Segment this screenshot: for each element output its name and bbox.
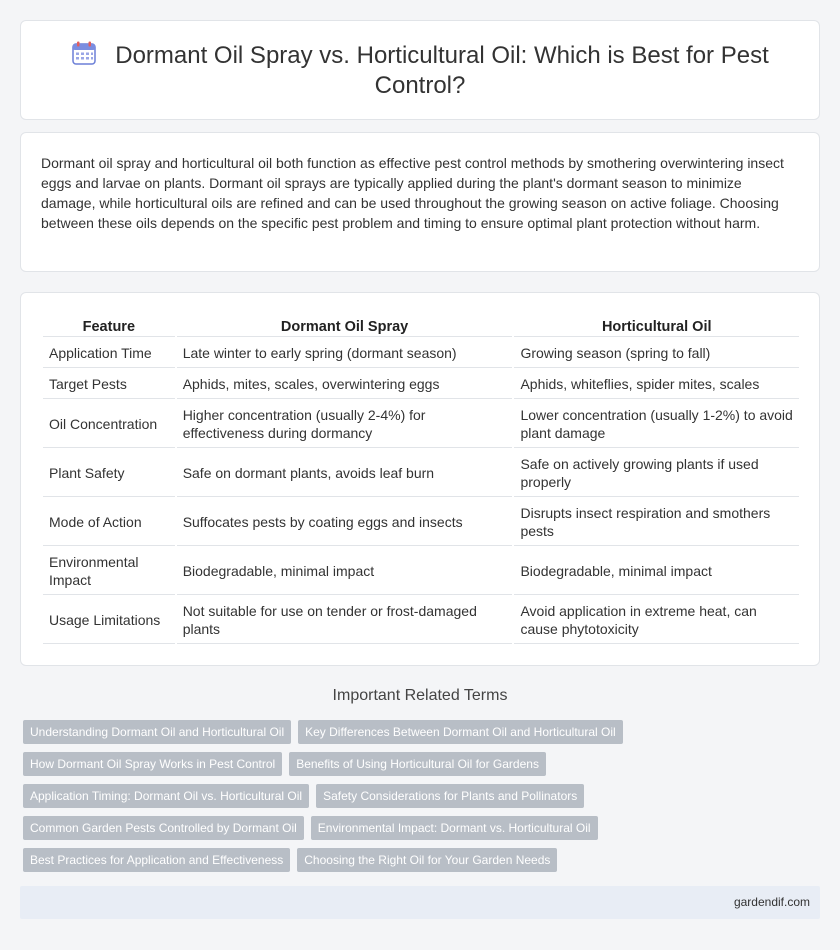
table-cell: Target Pests <box>43 370 175 399</box>
related-term-tag[interactable]: Understanding Dormant Oil and Horticultural Oil <box>23 720 291 744</box>
calendar-icon <box>71 40 97 66</box>
table-cell: Mode of Action <box>43 499 175 546</box>
table-cell: Application Time <box>43 339 175 368</box>
related-term-tag[interactable]: Environmental Impact: Dormant vs. Horticultural Oil <box>311 816 598 840</box>
header-feature: Feature <box>43 315 175 337</box>
tag-row <box>23 816 823 840</box>
related-term-tag[interactable]: Application Timing: Dormant Oil vs. Horticultural Oil <box>23 784 309 808</box>
header-dormant-oil: Dormant Oil Spray <box>177 315 513 337</box>
header-horticultural-oil: Horticultural Oil <box>514 315 799 337</box>
intro-card <box>20 132 820 272</box>
table-row <box>43 499 799 546</box>
related-term-tag[interactable]: Safety Considerations for Plants and Pollinators <box>316 784 584 808</box>
table-header-row <box>43 315 799 337</box>
table-cell: Environmental Impact <box>43 548 175 595</box>
table-cell: Biodegradable, minimal impact <box>514 548 799 595</box>
footer-site-link[interactable]: gardendif.com <box>733 895 810 909</box>
page-title-wrap <box>61 40 779 101</box>
tag-row <box>23 752 823 776</box>
related-term-tag[interactable]: Choosing the Right Oil for Your Garden Needs <box>297 848 557 872</box>
related-term-tag[interactable]: Benefits of Using Horticultural Oil for Gardens <box>289 752 546 776</box>
related-terms-list <box>23 720 823 880</box>
table-cell: Biodegradable, minimal impact <box>177 548 513 595</box>
table-row <box>43 401 799 448</box>
tag-row <box>23 848 823 872</box>
table-row <box>43 339 799 368</box>
table-cell: Aphids, whiteflies, spider mites, scales <box>514 370 799 399</box>
table-cell: Avoid application in extreme heat, can cause phytotoxicity <box>514 597 799 644</box>
table-cell: Plant Safety <box>43 450 175 497</box>
intro-paragraph: Dormant oil spray and horticultural oil both function as effective pest control methods by smothering overwintering insect eggs and larvae on plants. Dormant oil sprays are typically applied during the plant's dormant season to minimize damage, while horticultural oils are refined and can be used throughout the growing season on active foliage. Choosing between these oils depends on the specific pest problem and timing to ensure optimal plant protection without harm. <box>41 155 784 231</box>
comparison-table-card <box>20 292 820 666</box>
related-term-tag[interactable]: Best Practices for Application and Effectiveness <box>23 848 290 872</box>
table-row <box>43 370 799 399</box>
related-term-tag[interactable]: Key Differences Between Dormant Oil and Horticultural Oil <box>298 720 623 744</box>
table-cell: Oil Concentration <box>43 401 175 448</box>
related-term-tag[interactable]: How Dormant Oil Spray Works in Pest Control <box>23 752 282 776</box>
table-cell: Usage Limitations <box>43 597 175 644</box>
footer <box>20 886 820 919</box>
title-card <box>20 20 820 120</box>
comparison-table <box>41 313 801 646</box>
page-title: Dormant Oil Spray vs. Horticultural Oil: Which is Best for Pest Control? <box>115 41 769 99</box>
related-term-tag[interactable]: Common Garden Pests Controlled by Dormant Oil <box>23 816 304 840</box>
table-cell: Growing season (spring to fall) <box>514 339 799 368</box>
table-cell: Not suitable for use on tender or frost-damaged plants <box>177 597 513 644</box>
related-terms-heading: Important Related Terms <box>332 687 508 704</box>
table-row <box>43 548 799 595</box>
table-row <box>43 597 799 644</box>
table-cell: Aphids, mites, scales, overwintering eggs <box>177 370 513 399</box>
table-cell: Safe on actively growing plants if used properly <box>514 450 799 497</box>
tag-row <box>23 720 823 744</box>
table-cell: Disrupts insect respiration and smothers pests <box>514 499 799 546</box>
table-row <box>43 450 799 497</box>
table-cell: Lower concentration (usually 1-2%) to avoid plant damage <box>514 401 799 448</box>
table-cell: Suffocates pests by coating eggs and insects <box>177 499 513 546</box>
table-cell: Higher concentration (usually 2-4%) for effectiveness during dormancy <box>177 401 513 448</box>
table-cell: Late winter to early spring (dormant season) <box>177 339 513 368</box>
tag-row <box>23 784 823 808</box>
table-cell: Safe on dormant plants, avoids leaf burn <box>177 450 513 497</box>
